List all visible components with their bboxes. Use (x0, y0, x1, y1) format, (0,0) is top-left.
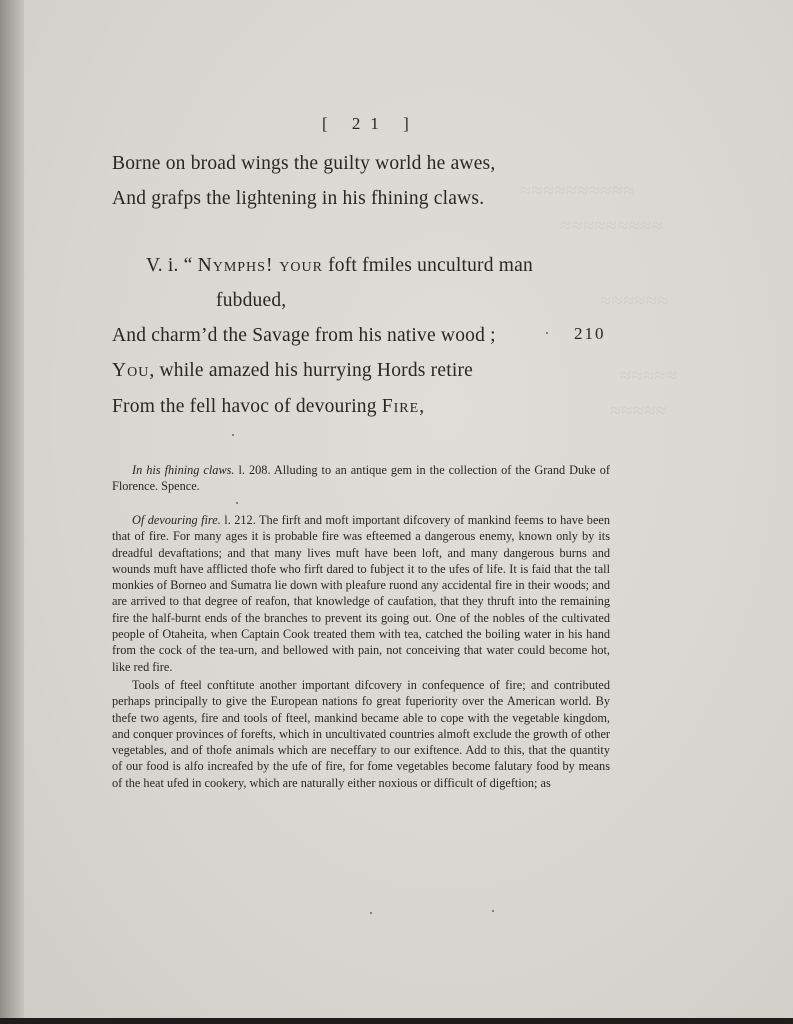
verse-line: And grafps the lightening in his fhining claws. (112, 188, 485, 209)
verse-smallcaps: Fire (381, 396, 420, 417)
verse-line: Borne on broad wings the guilty world he awes, (112, 153, 496, 174)
verse-smallcaps: You (112, 360, 150, 381)
verse-text: From the fell havoc of devouring (112, 396, 377, 417)
paper-speck (546, 332, 548, 334)
footnote-text: Tools of fteel conftitute another important difcovery in confequence of fire; and contributed perhaps principally to give the European nations fo great fuperiority over the American world. By thefe two agents, fire and tools of fteel, mankind became able to cope with the vegetable kingdom, and conquer provinces of forefts, which in uncultivated countries almoft exclude the growth of other vegetables, and of thofe animals which are neceffary to our exiftence. Add to this, that the quantity of our food is alfo increafed by the ufe of fire, for fome vegetables become falutary food by means of the heat ufed in cookery, which are naturally either noxious or difficult of digeftion; as (112, 677, 610, 790)
paper-speck (492, 910, 494, 912)
bleed-through: ≈≈≈≈≈≈≈≈≈ (560, 215, 664, 237)
verse-text: , (419, 396, 425, 417)
footnote-reference: In his fhining claws. (132, 463, 235, 477)
bleed-through: ≈≈≈≈≈≈≈≈≈≈ (520, 180, 635, 202)
footnote (112, 462, 610, 495)
verse-text: , while amazed his hurrying Hords retire (149, 360, 474, 381)
footnote-text: l. 212. The firft and moft important difcovery of mankind feems to have been that of fire. For many ages it is probable fire was efteemed a dangerous enemy, known only by its dreadful devaftations; and that many lives muft have been loft, and many dangerous burns and wounds muft have afflicted thofe who firft dared to fubject it to the ufes of life. It is faid that the tall monkies of Borneo and Sumatra lie down with pleafure ruond any accidental fire in their woods; and are arrived to that degree of reafon, that knowledge of caufation, that they thruft into the remaining fire the half-burnt ends of the branches to prevent its going out. One of the nobles of the cultivated people of Otaheita, when Captain Cook treated them with tea, catched the boiling water in his hand from the cock of the tea-urn, and bellowed with pain, not conceiving that water could become hot, like red fire. (112, 513, 611, 674)
footnote-text: l. 208. Alluding to an antique gem in the collection of the Grand Duke of Florence. Spence. (112, 463, 610, 494)
verse-line (112, 396, 424, 418)
verse-line: And charm’d the Savage from his native wood ; (112, 325, 496, 346)
paper-speck (370, 912, 372, 914)
line-number: 210 (574, 324, 606, 343)
paper-speck (232, 434, 234, 436)
bleed-through: ≈≈≈≈≈ (620, 365, 678, 387)
paper-speck (236, 502, 238, 504)
book-gutter (0, 0, 24, 1024)
verse-numbering: V. i. “ (146, 255, 193, 276)
verse-line: fubdued, (216, 290, 287, 311)
bleed-through: ≈≈≈≈≈ (610, 400, 668, 422)
footnote-reference: Of devouring fire. (132, 513, 221, 527)
footnote (112, 512, 610, 791)
verse-line (112, 360, 473, 382)
page-number: [ 21 ] (322, 114, 419, 133)
scan-edge (0, 1018, 793, 1024)
verse-text: foft fmiles unculturd man (328, 255, 533, 276)
verse-smallcaps: Nymphs! your (197, 255, 323, 276)
bleed-through: ≈≈≈≈≈≈ (600, 290, 669, 312)
verse-line (146, 255, 533, 277)
